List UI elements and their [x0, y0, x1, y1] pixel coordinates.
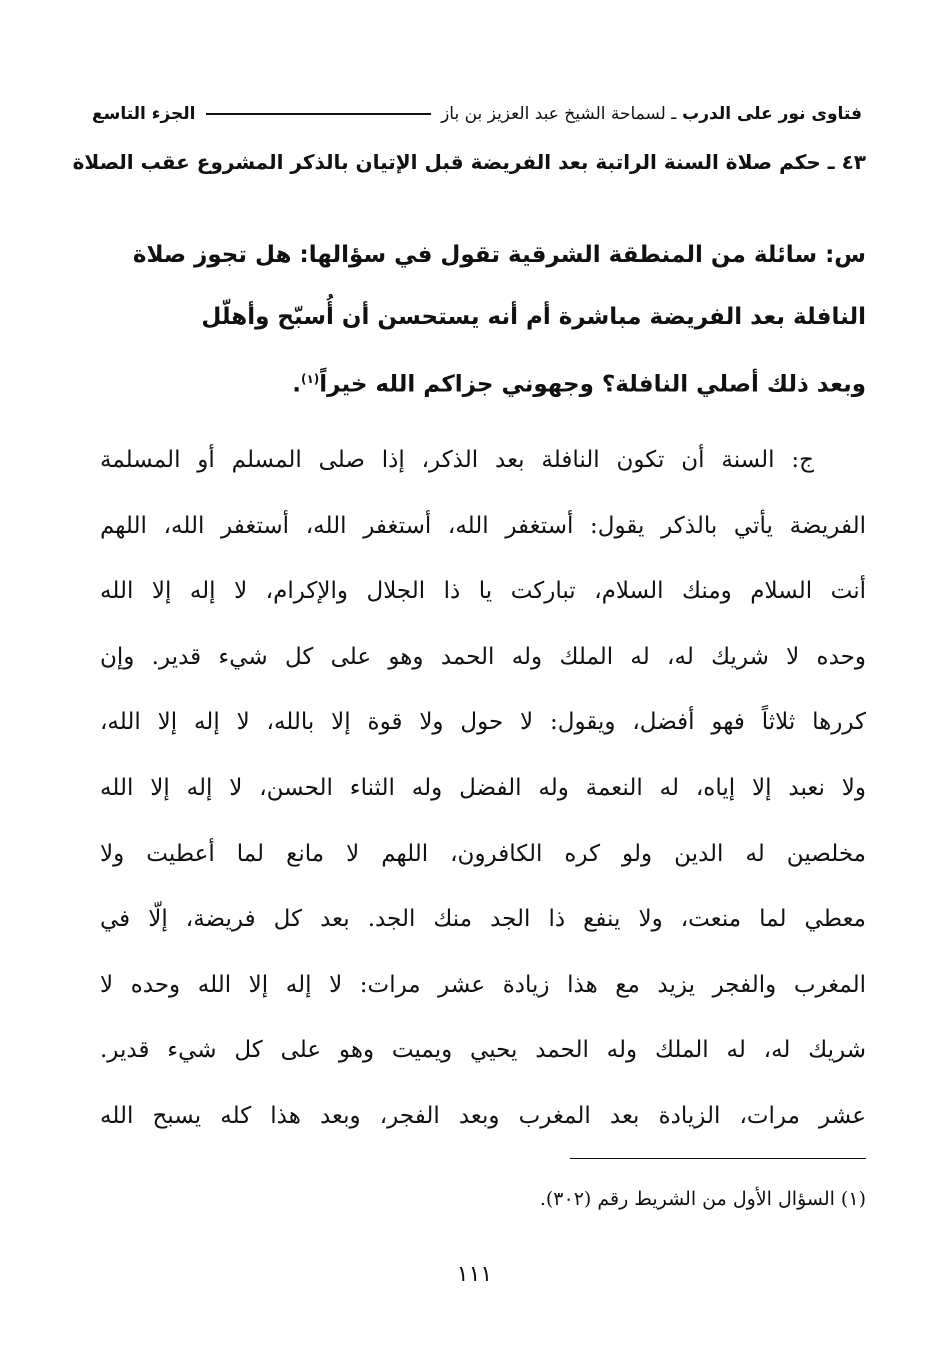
answer-line: مخلصين له الدين ولو كره الكافرون، اللهم لا مانع لما أعطيت ولا [100, 840, 866, 867]
footnote: (١) السؤال الأول من الشريط رقم (٣٠٢). [539, 1188, 866, 1210]
volume-label: الجزء التاسع [92, 104, 196, 124]
running-head [92, 92, 862, 136]
question-block [100, 224, 866, 416]
page-number: ١١١ [456, 1262, 493, 1287]
answer-line: ج: السنة أن تكون النافلة بعد الذكر، إذا صلى المسلم أو المسلمة [100, 447, 814, 473]
answer-line: كررها ثلاثاً فهو أفضل، ويقول: لا حول ولا قوة إلا بالله، لا إله إلا الله، [100, 709, 866, 736]
answer-line: معطي لما منعت، ولا ينفع ذا الجد منك الجد. بعد كل فريضة، إلّا في [100, 906, 866, 933]
book-title: فتاوى نور على الدرب [682, 104, 862, 124]
question-line-text: وبعد ذلك أصلي النافلة؟ وجهوني جزاكم الله خيراً [319, 371, 866, 398]
answer-line: أنت السلام ومنك السلام، تباركت يا ذا الجلال والإكرام، لا إله إلا الله [100, 578, 866, 605]
question-end-mark: . [292, 371, 301, 398]
question-line: النافلة بعد الفريضة مباشرة أم أنه يستحسن أن أُسبّح وأهلّل [201, 304, 866, 330]
section-heading: ٤٣ ـ حكم صلاة السنة الراتبة بعد الفريضة قبل الإتيان بالذكر المشروع عقب الصلاة [72, 150, 866, 174]
author-credit: ـ لسماحة الشيخ عبد العزيز بن باز [441, 104, 677, 124]
footnote-separator [570, 1158, 866, 1159]
footnote-reference: (١) [300, 372, 320, 386]
answer-line: ولا نعبد إلا إياه، له النعمة وله الفضل وله الثناء الحسن، لا إله إلا الله [100, 774, 866, 801]
question-line: س: سائلة من المنطقة الشرقية تقول في سؤالها: هل تجوز صلاة [132, 242, 866, 268]
answer-line: عشر مرات، الزيادة بعد المغرب وبعد الفجر، وبعد هذا كله يسبح الله [100, 1102, 866, 1129]
answer-line: شريك له، له الملك وله الحمد يحيي ويميت وهو على كل شيء قدير. [100, 1037, 866, 1064]
answer-block [100, 428, 866, 1150]
answer-line: المغرب والفجر يزيد مع هذا زيادة عشر مرات: لا إله إلا الله وحده لا [100, 971, 866, 998]
running-head-title [441, 104, 862, 124]
answer-line: وحده لا شريك له، له الملك وله الحمد وهو على كل شيء قدير. وإن [100, 643, 866, 670]
answer-line: الفريضة يأتي بالذكر يقول: أستغفر الله، أستغفر الله، أستغفر الله، اللهم [100, 512, 866, 539]
running-head-rule [206, 113, 432, 115]
question-line-last [100, 348, 866, 416]
